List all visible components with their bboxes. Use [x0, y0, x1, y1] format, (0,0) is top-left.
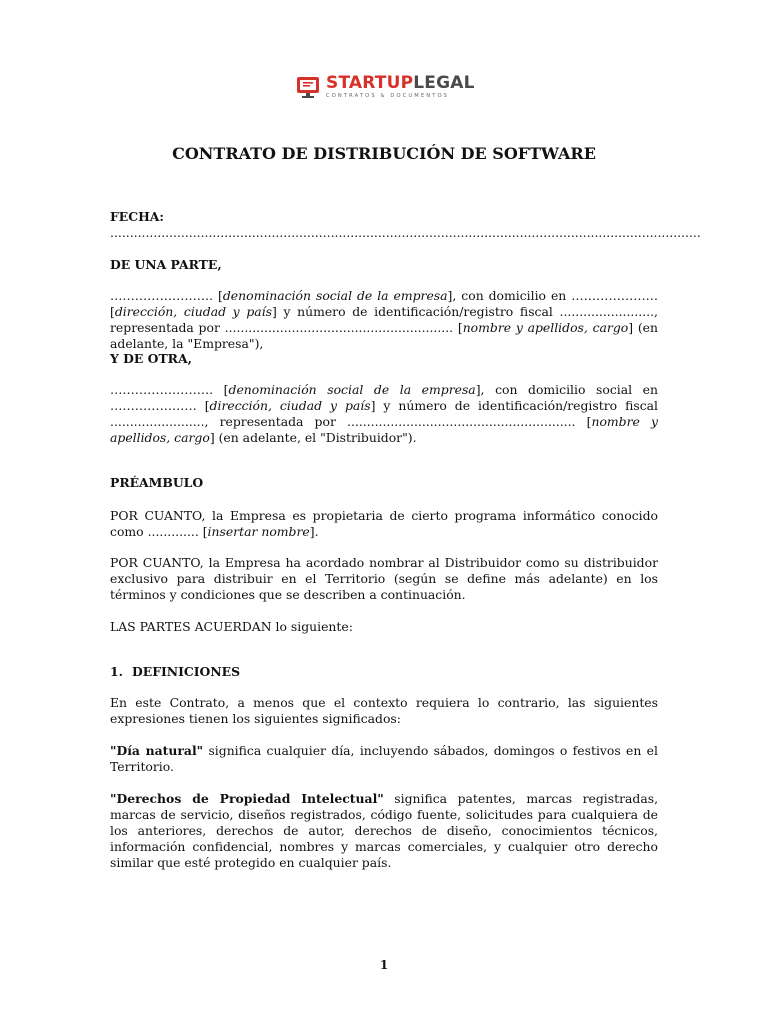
party1-representative-hint: nombre y apellidos, cargo: [462, 320, 629, 335]
preamble-paragraph-3: LAS PARTES ACUERDAN lo siguiente:: [110, 619, 353, 634]
section1-intro: En este Contrato, a menos que el contexto requiera lo contrario, las siguientes expresiones tienen los siguientes significados:: [110, 695, 658, 726]
party1-text-3: , representada por: [110, 304, 658, 335]
party1-paragraph: ……………………. [denominación social de la empresa], con domicilio en ………………… [dirección, ciudad y país] y número de identificación/registro fiscal ........................, representada por .......................................................... [nombre y apellidos, cargo] (en adelante, la "Empresa"),: [110, 288, 658, 351]
party2-heading: Y DE OTRA,: [110, 351, 192, 366]
party1-blank-name: …………………….: [110, 288, 214, 303]
party1-heading: DE UNA PARTE,: [110, 257, 222, 272]
fecha-line: [110, 209, 701, 241]
party1-text-4: (en adelante, la "Empresa"),: [110, 320, 658, 351]
party2-paragraph: ……………………. [denominación social de la empresa], con domicilio social en ………………… [dirección, ciudad y país] y número de identificación/registro fiscal ........................, representada por .......................................................... [nombre y apellidos, cargo] (en adelante, el "Distribuidor").: [110, 382, 658, 445]
preamble-p1-end: .: [314, 524, 319, 539]
logo-brand-legal: LEGAL: [413, 73, 475, 93]
party1-address-hint: dirección, ciudad y país: [114, 304, 272, 319]
party2-representative-hint: nombre y apellidos, cargo: [110, 414, 658, 445]
logo-tagline: CONTRATOS & DOCUMENTOS: [326, 93, 450, 99]
party2-name-hint: denominación social de la empresa: [228, 382, 476, 397]
party2-blank-taxid: ........................: [110, 414, 205, 429]
section1-heading: [110, 664, 658, 680]
party2-text-2: y número de identificación/registro fiscal: [375, 398, 658, 413]
party1-text-2: y número de identificación/registro fiscal: [276, 304, 560, 319]
definition-dia-natural: [110, 743, 658, 775]
logo-wordmark: [326, 74, 475, 92]
party1-blank-address: …………………: [571, 288, 658, 303]
fecha-label: FECHA:: [110, 209, 164, 224]
definition-propiedad-intelectual: [110, 791, 658, 871]
preamble-heading: PRÉAMBULO: [110, 475, 204, 490]
party2-text-4: (en adelante, el "Distribuidor").: [214, 430, 417, 445]
preamble-paragraph-1: POR CUANTO, la Empresa es propietaria de cierto programa informático conocido como ............. [insertar nombre].: [110, 508, 658, 539]
definition-text: significa cualquier día, incluyendo sábados, domingos o festivos en el Territorio.: [110, 743, 658, 774]
section1-number: 1.: [110, 664, 123, 679]
logo-brand-startup: STARTUP: [326, 73, 414, 93]
party2-blank-representative: ..........................................................: [347, 414, 576, 429]
party1-blank-taxid: ........................: [559, 304, 655, 319]
preamble-p1-text: POR CUANTO, la Empresa es propietaria de cierto programa informático conocido como: [110, 508, 658, 539]
startuplegal-logo: [295, 74, 475, 100]
definition-text: significa patentes, marcas registradas, marcas de servicio, diseños registrados, código fuente, solicitudes para cualquiera de los anteriores, derechos de autor, derechos de diseño, conocimientos técnicos, información confidencial, nombres y marcas comerciales, y cualquier otro derecho similar que esté protegido en cualquier país.: [110, 791, 659, 870]
fecha-blank: ......................................................................................................................................................: [110, 225, 701, 240]
party2-text-1: , con domicilio social en: [480, 382, 658, 397]
definition-term: "Derechos de Propiedad Intelectual": [110, 791, 384, 806]
preamble-p1-hint: insertar nombre: [207, 524, 310, 539]
monitor-logo-icon: [295, 74, 321, 100]
party2-blank-name: …………………….: [110, 382, 214, 397]
preamble-paragraph-2: POR CUANTO, la Empresa ha acordado nombrar al Distribuidor como su distribuidor exclusivo para distribuir en el Territorio (según se define más adelante) en los términos y condiciones que se describen a continuación.: [110, 555, 658, 602]
party1-name-hint: denominación social de la empresa: [222, 288, 448, 303]
document-title: CONTRATO DE DISTRIBUCIÓN DE SOFTWARE: [172, 144, 596, 163]
party1-blank-representative: ..........................................................: [224, 320, 454, 335]
section1-title: DEFINICIONES: [132, 664, 241, 679]
page-number: 1: [379, 958, 389, 972]
preamble-p1-blank: .............: [147, 524, 199, 539]
party2-address-hint: dirección, ciudad y país: [209, 398, 371, 413]
party2-blank-address: …………………: [110, 398, 197, 413]
party2-text-3: , representada por: [204, 414, 348, 429]
party1-text-1: , con domicilio en: [452, 288, 572, 303]
definition-term: "Día natural": [110, 743, 204, 758]
